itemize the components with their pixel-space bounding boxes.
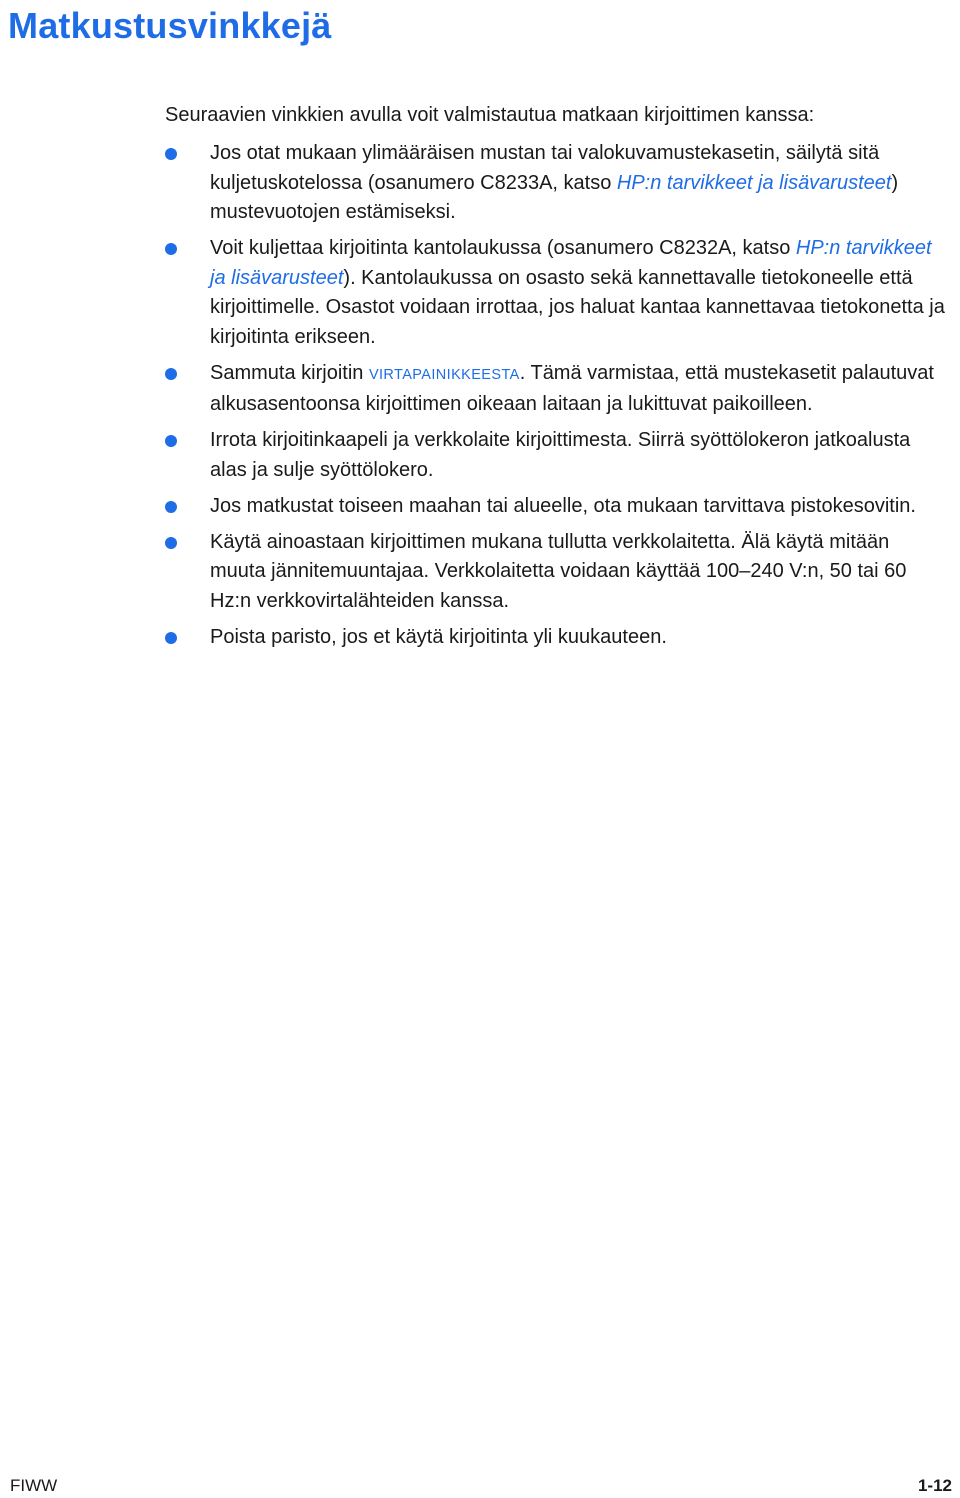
list-item — [165, 234, 950, 352]
bullet-icon — [165, 435, 177, 447]
list-item-text: . Tämä varmistaa, että mustekasetit palautuvat alkusasentoonsa kirjoittimen oikeaan laitaan ja lukittuvat paikoilleen. — [210, 361, 934, 415]
list-item — [165, 623, 950, 653]
list-item-text: Jos matkustat toiseen maahan tai alueelle, ota mukaan tarvittava pistokesovitin. — [210, 494, 916, 517]
page-number: 1-12 — [917, 1476, 952, 1495]
list-item-text: Voit kuljettaa kirjoitinta kantolaukussa (osanumero C8232A, katso — [210, 237, 796, 259]
bullet-icon — [165, 148, 177, 160]
accessories-link[interactable]: HP:n tarvikkeet ja lisävarusteet — [616, 171, 892, 194]
list-item-text: Käytä ainoastaan kirjoittimen mukana tullutta verkkolaitetta. Älä käytä mitään muuta jännitemuuntajaa. Verkkolaitetta voidaan käyttää 100–240 V:n, 50 tai 60 Hz:n verkkovirtalähteiden kanssa. — [210, 530, 907, 612]
bullet-icon — [165, 243, 177, 255]
list-item — [165, 492, 950, 522]
list-item — [165, 139, 950, 228]
list-item — [165, 359, 950, 420]
list-item-text: Irrota kirjoitinkaapeli ja verkkolaite kirjoittimesta. Siirrä syöttölokeron jatkoalusta alas ja sulje syöttölokero. — [210, 429, 911, 481]
list-item-text: ). Kantolaukussa on osasto sekä kannettavalle tietokoneelle että kirjoittimelle. Osastot voidaan irrottaa, jos haluat kantaa kannettavaa tietokonetta ja kirjoitinta erikseen. — [210, 266, 945, 348]
list-item-text: Sammuta kirjoitin — [210, 361, 369, 384]
accessories-link[interactable]: HP:n tarvikkeet ja lisävarusteet — [210, 237, 932, 289]
footer-label: FIWW — [10, 1476, 58, 1495]
list-item — [165, 426, 950, 485]
bullet-icon — [165, 368, 177, 380]
list-item — [165, 528, 950, 617]
bullet-icon — [165, 632, 177, 644]
list-item-text: Jos otat mukaan ylimääräisen mustan tai valokuvamustekasetin, säilytä sitä kuljetuskotelossa (osanumero C8233A, katso — [210, 142, 880, 194]
page-title: Matkustusvinkkejä — [8, 5, 332, 46]
power-button-keyword: VIRTAPAINIKKEESTA — [368, 366, 520, 383]
tips-list — [165, 139, 950, 659]
list-item-text: ) mustevuotojen estämiseksi. — [210, 171, 899, 223]
bullet-icon — [165, 537, 177, 549]
intro-text: Seuraavien vinkkien avulla voit valmistautua matkaan kirjoittimen kanssa: — [165, 104, 815, 126]
bullet-icon — [165, 501, 177, 513]
list-item-text: Poista paristo, jos et käytä kirjoitinta yli kuukauteen. — [210, 625, 667, 648]
